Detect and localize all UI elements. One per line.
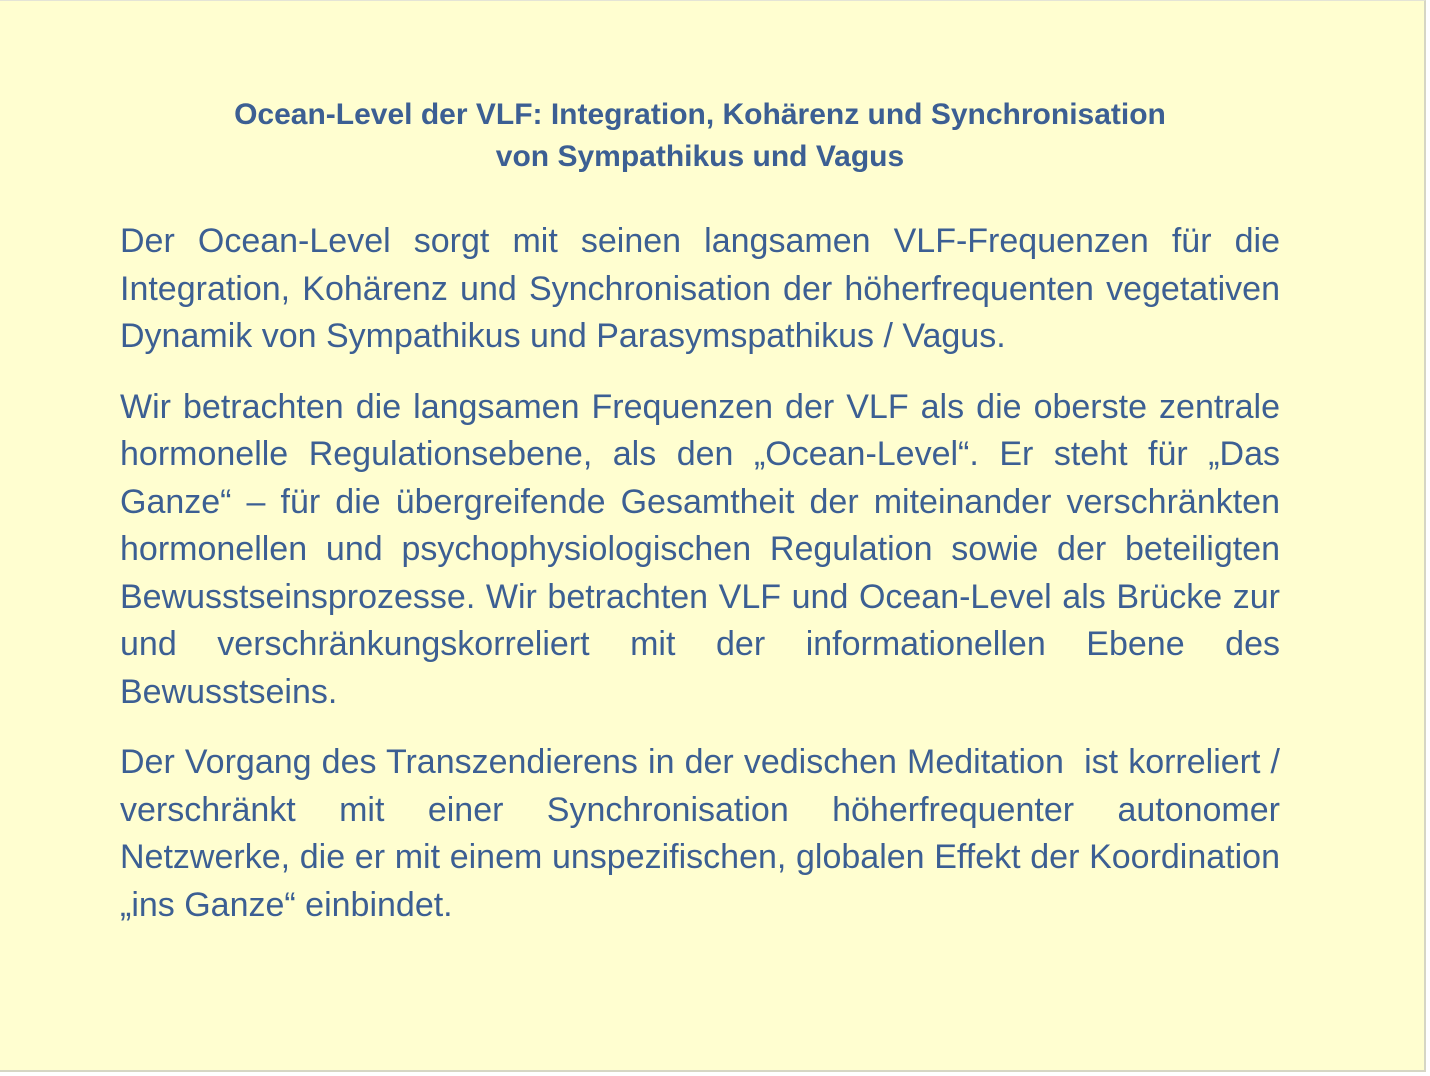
paragraph-ocean-level: Wir betrachten die langsamen Frequenzen der VLF als die oberste zentrale hormonelle Regulationsebene, als den „Ocean-Level“. Er steht für „Das Ganze“ – für die übergreifende Gesamtheit der miteinander verschränkten hormonellen und psychophysiologischen Regulation sowie der beteiligten Bewusstseinsprozesse. Wir betrachten VLF und Ocean-Level als Brücke zur und verschränkungskorreliert mit der informationellen Ebene des Bewusstseins. bbox=[120, 387, 1290, 711]
paragraph-integration: Der Ocean-Level sorgt mit seinen langsamen VLF-Frequenzen für die Integration, Kohärenz und Synchronisation der höherfrequenten vegetativen Dynamik von Sympathikus und Parasymspathikus / Vagus. bbox=[120, 222, 1290, 355]
slide-body bbox=[120, 218, 1290, 952]
title-line-2: von Sympathikus und Vagus bbox=[495, 140, 905, 173]
paragraph-meditation: Der Vorgang des Transzendierens in der vedischen Meditation ist korreliert / verschränkt mit einer Synchronisation höherfrequenter autonomer Netzwerke, die er mit einem unspezifischen, globalen Effekt der Koordination „ins Ganze“ einbindet. bbox=[120, 743, 1290, 924]
slide-title bbox=[120, 94, 1280, 178]
title-line-1: Ocean-Level der VLF: Integration, Kohärenz und Synchronisation bbox=[234, 98, 1166, 131]
